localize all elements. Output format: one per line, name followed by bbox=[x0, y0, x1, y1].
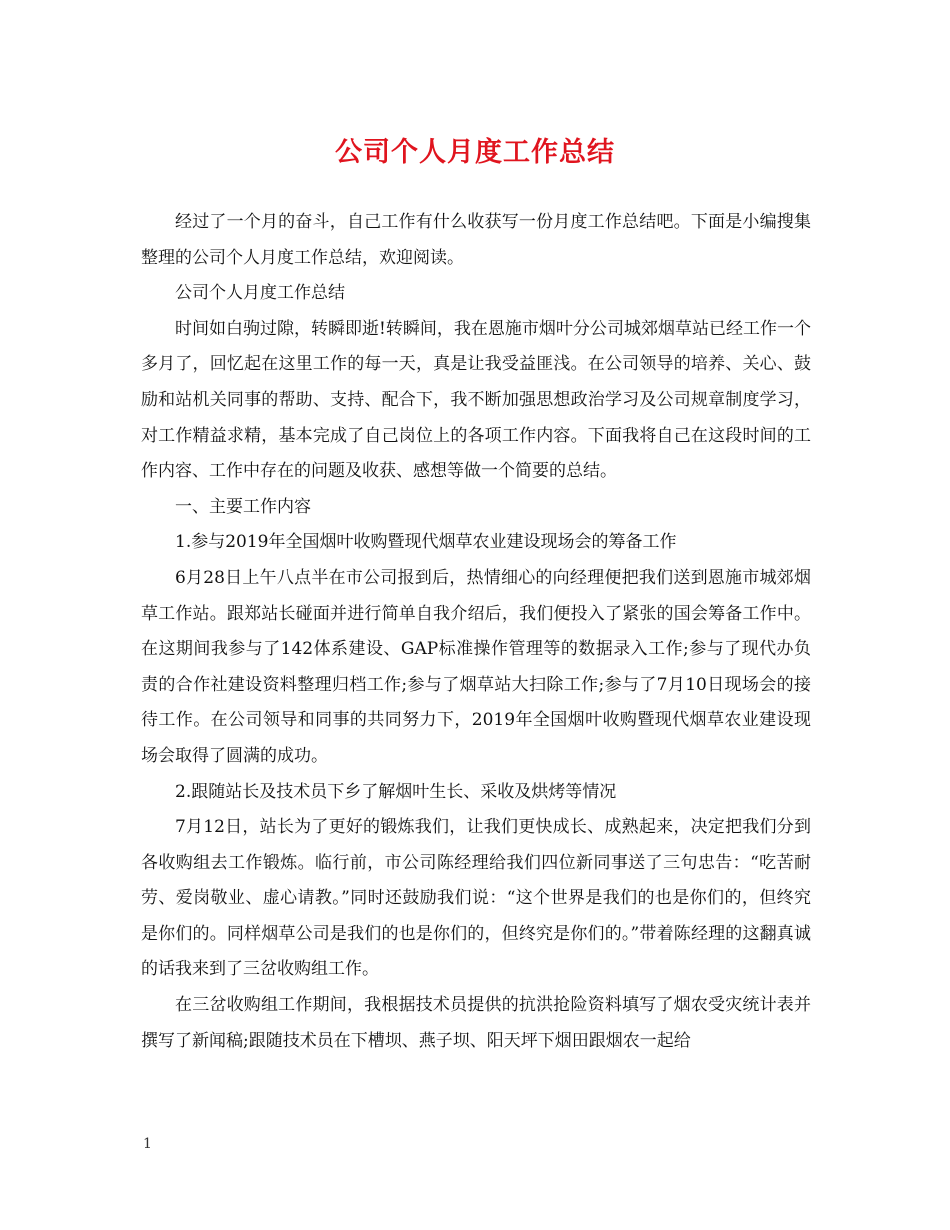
page-number: 1 bbox=[143, 1136, 152, 1152]
paragraph-opening: 时间如白驹过隙，转瞬即逝!转瞬间，我在恩施市烟叶分公司城郊烟草站已经工作一个多月了，回忆起在这里工作的每一天，真是让我受益匪浅。在公司领导的培养、关心、鼓励和站机关同事的帮助、支持、配合下，我不断加强思想政治学习及公司规章制度学习，对工作精益求精，基本完成了自己岗位上的各项工作内容。下面我将自己在这段时间的工作内容、工作中存在的问题及收获、感想等做一个简要的总结。 bbox=[141, 318, 811, 482]
document-title: 公司个人月度工作总结 bbox=[335, 137, 615, 168]
document-body bbox=[141, 205, 811, 1059]
paragraph-item-2: 7月12日，站长为了更好的锻炼我们，让我们更快成长、成熟起来，决定把我们分到各收购组去工作锻炼。临行前，市公司陈经理给我们四位新同事送了三句忠告：“吃苦耐劳、爱岗敬业、虚心请教。”同时还鼓励我们说：“这个世界是我们的也是你们的，但终究是你们的。同样烟草公司是我们的也是你们的，但终究是你们的。”带着陈经理的这翻真诚的话我来到了三岔收购组工作。 bbox=[141, 817, 811, 980]
section-heading-main-work: 一、主要工作内容 bbox=[175, 496, 311, 517]
item-heading-1: 1.参与2019年全国烟叶收购暨现代烟草农业建设现场会的筹备工作 bbox=[175, 532, 677, 553]
item-heading-2: 2.跟随站长及技术员下乡了解烟叶生长、采收及烘烤等情况 bbox=[175, 781, 617, 802]
paragraph-intro: 经过了一个月的奋斗，自己工作有什么收获写一份月度工作总结吧。下面是小编搜集整理的公司个人月度工作总结，欢迎阅读。 bbox=[141, 212, 811, 268]
paragraph-sancha: 在三岔收购组工作期间，我根据技术员提供的抗洪抢险资料填写了烟农受灾统计表并撰写了新闻稿;跟随技术员在下槽坝、燕子坝、阳天坪下烟田跟烟农一起给 bbox=[141, 995, 811, 1051]
paragraph-subtitle: 公司个人月度工作总结 bbox=[175, 283, 345, 304]
paragraph-item-1: 6月28日上午八点半在市公司报到后，热情细心的向经理便把我们送到恩施市城郊烟草工作站。跟郑站长碰面并进行简单自我介绍后，我们便投入了紧张的国会筹备工作中。在这期间我参与了142体系建设、GAP标准操作管理等的数据录入工作;参与了现代办负责的合作社建设资料整理归档工作;参与了烟草站大扫除工作;参与了7月10日现场会的接待工作。在公司领导和同事的共同努力下，2019年全国烟叶收购暨现代烟草农业建设现场会取得了圆满的成功。 bbox=[141, 567, 811, 766]
